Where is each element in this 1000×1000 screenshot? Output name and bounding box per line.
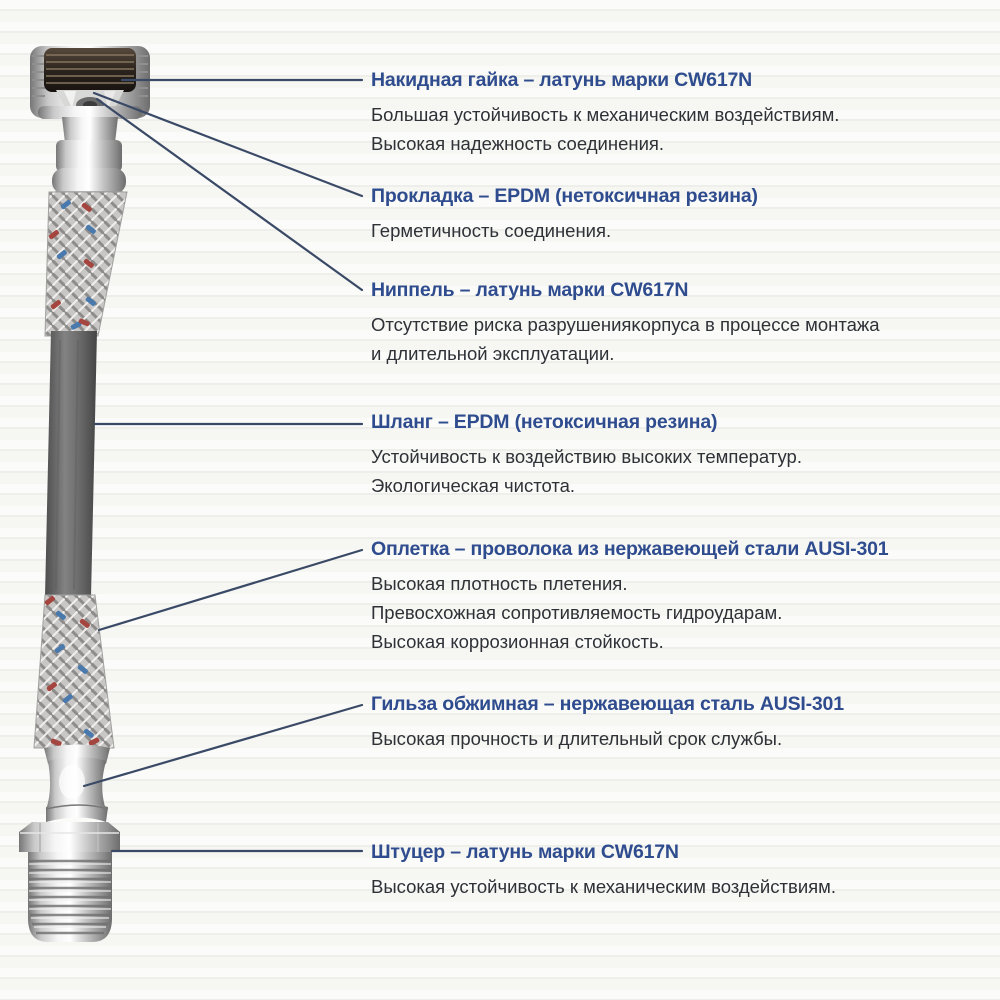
annotation-gasket (371, 186, 758, 245)
rubber-hose-illustration (45, 331, 97, 597)
annotation-line: Устойчивость к воздействию высоких температур. (371, 446, 802, 467)
annotation-body (371, 724, 844, 753)
annotation-title: Гильза обжимная – нержавеющая сталь AUSI-301 (371, 693, 844, 715)
annotation-nipple (371, 280, 880, 368)
annotation-line: Высокая плотность плетения. (371, 573, 628, 594)
annotation-line: Высокая устойчивость к механическим воздействиям. (371, 876, 837, 897)
annotation-body (371, 310, 880, 368)
top-braid-illustration (45, 192, 127, 336)
crimp-sleeve-illustration (44, 745, 110, 823)
nipple-collar-illustration (52, 117, 126, 194)
leader-line-nipple (97, 99, 362, 290)
annotation-body (371, 569, 888, 656)
annotation-body (371, 442, 802, 500)
annotation-crimp-sleeve (371, 694, 844, 753)
annotation-line: Отсутствие риска разрушенияκорпуса в процессе монтажа (371, 314, 880, 335)
annotation-line: Высокая коррозионная стойкость. (371, 631, 664, 652)
bottom-braid-illustration (34, 595, 114, 748)
annotation-line: и длительной эксплуатации. (371, 343, 615, 364)
annotation-line: Герметичность соединения. (371, 220, 612, 241)
annotation-hose (371, 412, 802, 500)
leader-line-braid (99, 550, 362, 630)
annotation-title: Шланг – EPDM (нетоксичная резина) (371, 411, 718, 433)
annotation-body (371, 100, 839, 158)
annotation-title: Накидная гайка – латунь марки CW617N (371, 69, 753, 91)
annotation-title: Прокладка – EPDM (нетоксичная резина) (371, 185, 758, 207)
leader-line-gasket (94, 93, 362, 196)
annotation-title: Ниппель – латунь марки CW617N (371, 279, 689, 301)
annotation-title: Штуцер – латунь марки CW617N (371, 841, 679, 863)
annotation-line: Высокая прочность и длительный срок службы. (371, 728, 783, 749)
annotation-body (371, 216, 758, 245)
annotation-line: Превосхожная сопротивляемость гидроударам. (371, 602, 783, 623)
annotation-body (371, 872, 836, 901)
annotation-fitting (371, 842, 836, 901)
leader-line-crimp-sleeve (84, 705, 362, 786)
annotation-union-nut (371, 70, 839, 158)
annotation-line: Высокая надежность соединения. (371, 133, 665, 154)
annotation-title: Оплетка – проволока из нержавеющей стали AUSI-301 (371, 538, 889, 560)
annotation-line: Экологическая чистота. (371, 475, 576, 496)
annotation-braid (371, 539, 888, 656)
annotation-line: Большая устойчивость к механическим воздействиям. (371, 104, 840, 125)
threaded-fitting-illustration (19, 822, 120, 942)
